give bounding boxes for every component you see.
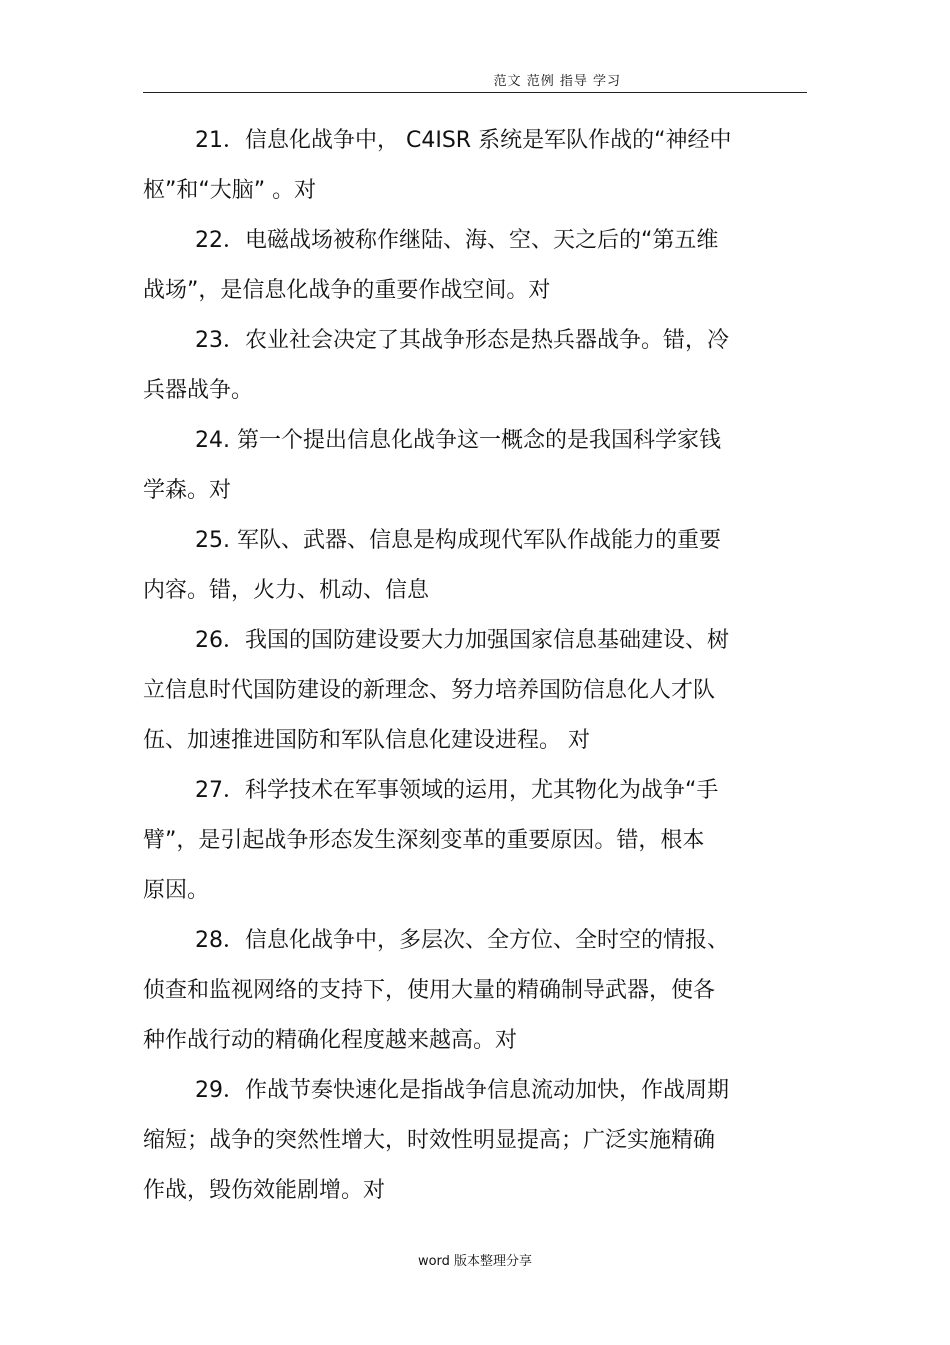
header-text: 范文 范例 指导 学习 xyxy=(493,74,621,89)
text-line: 原因。 xyxy=(143,878,210,903)
text-line: 23．农业社会决定了其战争形态是热兵器战争。错，冷 xyxy=(195,328,729,353)
text-line: 作战，毁伤效能剧增。对 xyxy=(143,1178,386,1203)
page-footer: word 版本整理分享 xyxy=(417,1254,533,1269)
text-line: 24. 第一个提出信息化战争这一概念的是我国科学家钱 xyxy=(195,428,721,453)
text-line: 臂”，是引起战争形态发生深刻变革的重要原因。错，根本 xyxy=(143,828,705,853)
text-line: 学森。对 xyxy=(143,478,232,503)
text-line: 27．科学技术在军事领域的运用，尤其物化为战争“手 xyxy=(195,778,719,803)
text-line: 战场”，是信息化战争的重要作战空间。对 xyxy=(143,278,551,303)
text-line: 伍、加速推进国防和军队信息化建设进程。 对 xyxy=(143,728,590,753)
text-line: 28．信息化战争中，多层次、全方位、全时空的情报、 xyxy=(195,928,729,953)
text-line: 内容。错，火力、机动、信息 xyxy=(143,578,430,603)
text-line: 缩短；战争的突然性增大，时效性明显提高；广泛实施精确 xyxy=(143,1128,716,1153)
page-header xyxy=(143,0,807,93)
text-line: 21．信息化战争中， C4ISR 系统是军队作战的“神经中 xyxy=(195,128,732,153)
text-line: 29．作战节奏快速化是指战争信息流动加快，作战周期 xyxy=(195,1078,729,1103)
text-line: 26．我国的国防建设要大力加强国家信息基础建设、树 xyxy=(195,628,729,653)
text-line: 25. 军队、武器、信息是构成现代军队作战能力的重要 xyxy=(195,528,721,553)
text-line: 种作战行动的精确化程度越来越高。对 xyxy=(143,1028,518,1053)
text-line: 立信息时代国防建设的新理念、努力培养国防信息化人才队 xyxy=(143,678,716,703)
text-line: 兵器战争。 xyxy=(143,378,254,403)
text-line: 22．电磁战场被称作继陆、海、空、天之后的“第五维 xyxy=(195,228,719,253)
text-line: 侦查和监视网络的支持下，使用大量的精确制导武器，使各 xyxy=(143,978,716,1003)
text-line: 枢”和“大脑” 。对 xyxy=(143,178,317,203)
